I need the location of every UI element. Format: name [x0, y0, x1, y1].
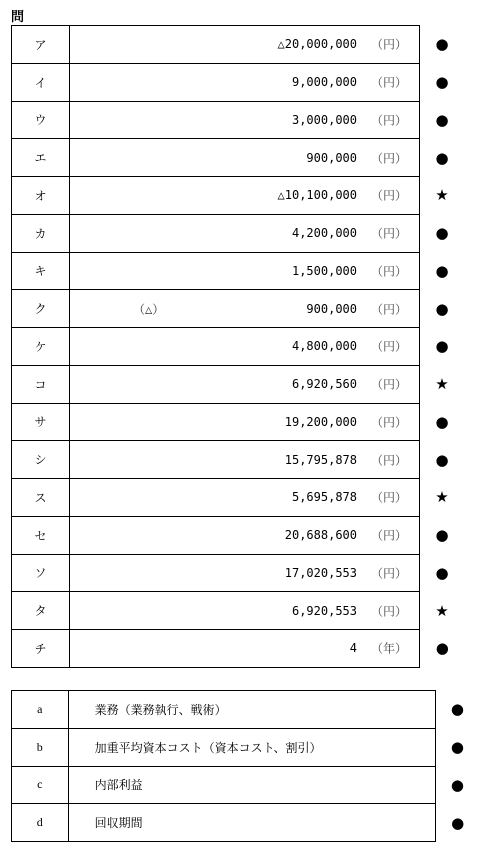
row-label: キ: [12, 252, 70, 290]
row-mark: ●: [435, 148, 449, 167]
row-mark: ●: [435, 110, 449, 129]
row-label: ス: [12, 479, 70, 517]
row-label: カ: [12, 214, 70, 252]
row-mark: ●: [435, 563, 449, 582]
row-value-cell: [70, 252, 420, 290]
row-label: ウ: [12, 101, 70, 139]
row-label: シ: [12, 441, 70, 479]
term-label: c: [12, 766, 69, 804]
row-value: 15,795,878: [284, 452, 357, 467]
row-value-cell: [70, 214, 420, 252]
term-row: [12, 691, 480, 729]
row-label: ク: [12, 290, 70, 328]
row-mark: ★: [435, 375, 449, 394]
row-value: 4: [349, 641, 357, 656]
row-value: 17,020,553: [284, 565, 357, 580]
row-unit: （円）: [370, 453, 407, 468]
row-mark: ●: [435, 450, 449, 469]
row-label: ソ: [12, 554, 70, 592]
row-value-cell: [70, 441, 420, 479]
row-label: サ: [12, 403, 70, 441]
terms-table: [11, 690, 480, 842]
row-value-cell: [70, 290, 420, 328]
row-mark: ★: [435, 601, 449, 620]
answer-row: [12, 139, 465, 177]
row-label: ケ: [12, 328, 70, 366]
row-value: 1,500,000: [291, 263, 357, 278]
question-heading: 問: [11, 10, 25, 25]
term-text: 業務（業務執行、戦術）: [68, 691, 435, 729]
row-label: イ: [12, 63, 70, 101]
row-value: 4,200,000: [291, 226, 357, 241]
row-value: 20,688,600: [284, 528, 357, 543]
row-mark: ●: [435, 299, 449, 318]
row-value-cell: [70, 516, 420, 554]
row-label: エ: [12, 139, 70, 177]
row-unit: （円）: [370, 37, 407, 52]
row-value: △20,000,000: [277, 37, 357, 52]
row-value: 4,800,000: [291, 339, 357, 354]
row-mark: ●: [435, 261, 449, 280]
row-unit: （円）: [370, 264, 407, 279]
row-label: オ: [12, 177, 70, 215]
row-mark: ●: [435, 337, 449, 356]
term-mark: ●: [451, 813, 465, 832]
row-value: 3,000,000: [291, 112, 357, 127]
row-unit: （円）: [370, 151, 407, 166]
answer-row: [12, 290, 465, 328]
row-mark: ●: [435, 639, 449, 658]
row-mark: ●: [435, 526, 449, 545]
row-unit: （円）: [370, 415, 407, 430]
answer-row: [12, 479, 465, 517]
row-value-cell: [70, 177, 420, 215]
term-mark: ●: [450, 738, 464, 757]
row-note: （△）: [133, 302, 165, 317]
term-row: [12, 804, 480, 842]
term-row: [12, 728, 480, 766]
row-value-cell: [70, 403, 420, 441]
row-value: 5,695,878: [291, 490, 357, 505]
row-value: 6,920,560: [291, 377, 357, 392]
answer-row: [12, 516, 465, 554]
answer-row: [12, 26, 465, 64]
answer-row: [12, 63, 465, 101]
row-value-cell: [70, 139, 420, 177]
term-label: d: [12, 804, 69, 842]
row-value: 19,200,000: [284, 414, 357, 429]
row-value-cell: [70, 630, 420, 668]
row-label: タ: [12, 592, 70, 630]
term-label: b: [12, 728, 69, 766]
row-unit: （円）: [370, 188, 407, 203]
answer-row: [12, 365, 465, 403]
row-mark: ★: [435, 488, 449, 507]
row-unit: （円）: [370, 339, 407, 354]
answer-row: [12, 214, 465, 252]
row-unit: （年）: [370, 641, 407, 656]
row-value-cell: [70, 592, 420, 630]
row-mark: ●: [435, 73, 449, 92]
row-value-cell: [70, 63, 420, 101]
row-value: △10,100,000: [277, 188, 357, 203]
row-unit: （円）: [370, 566, 407, 581]
row-unit: （円）: [370, 226, 407, 241]
row-value: 9,000,000: [291, 75, 357, 90]
row-label: セ: [12, 516, 70, 554]
row-value: 6,920,553: [291, 603, 357, 618]
answer-row: [12, 328, 465, 366]
row-mark: ★: [435, 186, 449, 205]
term-text: 回収期間: [68, 804, 435, 842]
row-unit: （円）: [370, 604, 407, 619]
row-value-cell: [70, 101, 420, 139]
row-label: チ: [12, 630, 70, 668]
row-value-cell: [70, 479, 420, 517]
answer-row: [12, 592, 465, 630]
row-value-cell: [70, 328, 420, 366]
row-value: 900,000: [306, 301, 357, 316]
row-value-cell: [70, 26, 420, 64]
row-unit: （円）: [370, 113, 407, 128]
term-text: 内部利益: [68, 766, 435, 804]
row-unit: （円）: [370, 377, 407, 392]
row-unit: （円）: [370, 75, 407, 90]
row-unit: （円）: [370, 528, 407, 543]
term-row: [12, 766, 480, 804]
answer-row: [12, 177, 465, 215]
row-value-cell: [70, 554, 420, 592]
term-mark: ●: [450, 775, 464, 794]
row-value: 900,000: [306, 150, 357, 165]
answer-row: [12, 101, 465, 139]
row-mark: ●: [435, 224, 449, 243]
answer-row: [12, 630, 465, 668]
answer-row: [12, 441, 465, 479]
row-mark: ●: [435, 412, 449, 431]
term-mark: ●: [450, 700, 464, 719]
term-label: a: [12, 691, 69, 729]
row-mark: ●: [435, 35, 449, 54]
answer-row: [12, 403, 465, 441]
row-unit: （円）: [370, 490, 407, 505]
row-label: コ: [12, 365, 70, 403]
row-value-cell: [70, 365, 420, 403]
row-label: ア: [12, 26, 70, 64]
term-text: 加重平均資本コスト（資本コスト、割引）: [68, 728, 435, 766]
answer-row: [12, 252, 465, 290]
row-unit: （円）: [370, 302, 407, 317]
answer-row: [12, 554, 465, 592]
answer-table: [11, 25, 465, 668]
